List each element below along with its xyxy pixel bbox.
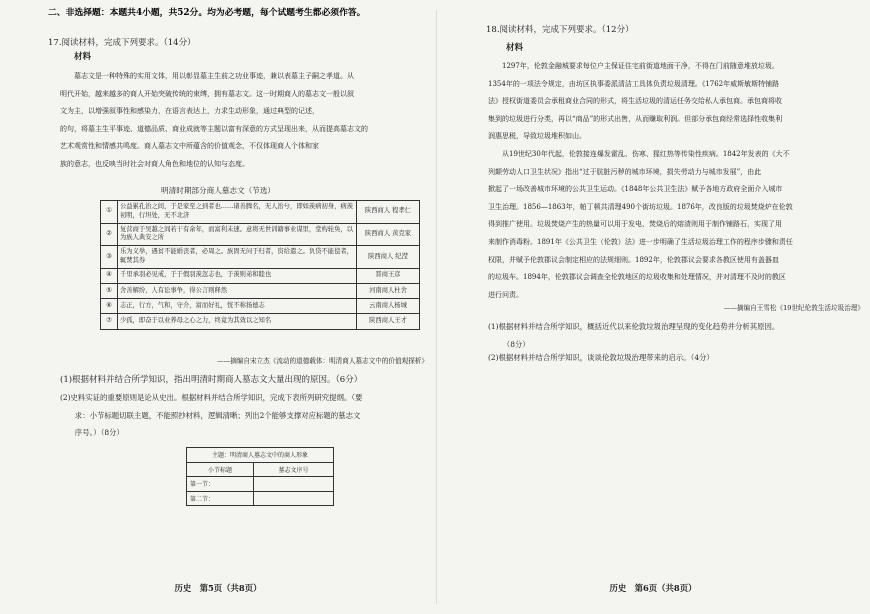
row-number: ④	[101, 268, 118, 283]
row-text: 舍善解纷，人有讼事争，得公言则释然	[118, 283, 357, 298]
q18-material-line: 1297年，伦敦金融城要求每位户主保证住宅前街道地面干净，不得在门前随意堆放垃圾。	[502, 62, 779, 70]
q18-material-para1	[488, 58, 862, 146]
q18-material-line: 权限，并赋予伦敦郡议会制定相应的法规细则。1892年，伦敦郡议会要求各教区使用有盖器皿	[488, 255, 779, 264]
form-col-section-title: 小节标题	[187, 462, 254, 477]
q17-sub1: (1)根据材料并结合所学知识，指出明清时期商人墓志文大量出现的原因。（6分）	[60, 375, 363, 385]
row-number: ②	[101, 223, 118, 246]
research-outline-form	[186, 447, 334, 506]
form-row-section-2: 第二节：	[187, 491, 254, 506]
q18-material-line: 来制作消毒粉。1891年《公共卫生（伦敦）法》进一步明确了生活垃圾治理工作的程序步骤和责任	[488, 237, 793, 246]
q17-citation: ——摘编自宋立杰《流动的道德载体：明清商人墓志文中的价值观探析》	[217, 357, 428, 365]
row-source: 河南商人杜舍	[357, 283, 420, 298]
row-number: ⑥	[101, 299, 118, 314]
page-6	[436, 0, 870, 614]
q18-citation: ——摘编自王雪松《19世纪伦敦生活垃圾治理》	[723, 304, 864, 312]
q17-material	[60, 68, 426, 174]
q17-sub2	[60, 389, 430, 442]
q17-material-label: 材料	[74, 52, 92, 62]
row-number: ①	[101, 201, 118, 224]
row-text: 少孤，即奋于以业养母之心之力，终竟为其效以之知名	[118, 314, 357, 329]
row-source: 陕西商人王才	[357, 314, 420, 329]
q18-material-line: 润惠思税，导致垃圾堆积如山。	[488, 132, 586, 141]
table-row	[101, 283, 420, 298]
row-text: 千里承羽必见戒，于于假羽羡忽志也，于羡则弟和睦也	[118, 268, 357, 283]
q17-material-line: 的句，将墓主生平事迹、道德品质、商业成就等主题以富有深意的方式呈现出来，从而提高墓志文的	[60, 124, 368, 133]
q17-material-line: 艺术观赏性和情感共鸣度。商人墓志文中所蕴含的价值观念，不仅体现商人个体和家	[60, 142, 319, 151]
q17-sub2-line: 求：小节标题切联主题，不能照抄材料，逻辑清晰；列出2个能够支撑对应标题的墓志文	[74, 410, 361, 420]
q18-material-label: 材料	[506, 43, 524, 53]
q17-table-title: 明清时期部分商人墓志文（节选）	[161, 186, 275, 195]
row-source: 陕西商人 黄克家	[357, 223, 420, 246]
q18-material-line: 的垃圾车。1894年，伦敦郡议会调查全伦敦地区的垃圾收集和处理情况，并对清理不及时的教区	[488, 273, 786, 282]
row-source: 陕西商人 程孝仁	[357, 201, 420, 224]
row-number: ⑦	[101, 314, 118, 329]
row-source: 云南商人杨城	[357, 299, 420, 314]
form-answer-cell[interactable]	[254, 491, 334, 506]
q18-material-line: 得到推广使用。垃圾焚烧产生的热量可以用于发电，焚烧后的熔渣则用于制作铺路石，实现了用	[488, 220, 782, 229]
q18-sub1	[488, 318, 862, 353]
q17-sub2-line: 序号。）（8分）	[74, 428, 124, 438]
table-row	[101, 314, 420, 329]
table-row	[101, 268, 420, 283]
q18-material-line: 列颠劳动人口卫生状况》指出“过于肮脏污秽的城市环境，损失劳动力与城市发展”，由此	[488, 167, 762, 176]
row-source: 陕西商人 纪滢	[357, 246, 420, 269]
row-text: 公益累孔治之间，于是家至之到者也……诸善腾名，无人治兮，即如羡病初身，病羡初明，行坦处，无不北济	[118, 201, 357, 224]
row-text: 志正，行方，气和，守介，富而好礼，恍不称扬德志	[118, 299, 357, 314]
form-answer-cell[interactable]	[254, 477, 334, 492]
q18-sub1-line: (1)根据材料并结合所学知识，概括近代以来伦敦垃圾治理呈现的变化趋势并分析其原因。	[488, 322, 780, 331]
q18-material-line: 法》授权街道委员会承租商业合同的形式，将生活垃圾的清运任务交给私人承包商。承包商将收	[488, 97, 782, 106]
form-theme: 主题：明清商人墓志文中的商人形象	[187, 448, 334, 463]
q17-sub2-line: (2)史料实证的重要原则是论从史出。根据材料并结合所学知识，完成下表所列研究提纲。（要	[60, 393, 363, 402]
page-footer: 历史 第6页（共8页）	[609, 583, 697, 593]
q18-sub1-line: （8分）	[502, 339, 530, 349]
q18-stem: 18.阅读材料，完成下列要求。（12分）	[486, 25, 634, 35]
q17-material-line: 文为主，以增强叙事性和感染力，在语言表达上，力求生动形象，通过典型的记述，	[60, 107, 319, 116]
table-row	[101, 223, 420, 246]
row-text: 复营商于吴越之间若干有余年，而富利未速。意将无世训籍事业谋里，堂构轮奂，以为族人典安之所	[118, 223, 357, 246]
q17-material-line: 明代开始，越来越多的商人开始突破传统的束缚，拥有墓志文。这一时期商人的墓志文一般以叙	[60, 89, 354, 98]
table-row	[101, 246, 420, 269]
q18-material-line: 进行问责。	[488, 290, 523, 299]
row-text: 乐为义举，遇贫不能婚丧者，必周之。族固无问于归者，资给遣之。负贷不能偿者，辄焚其券	[118, 246, 357, 269]
page-footer: 历史 第5页（共8页）	[174, 583, 262, 593]
form-row-section-1: 第一节：	[187, 477, 254, 492]
q17-stem: 17.阅读材料，完成下列要求。（14分）	[48, 38, 196, 48]
q18-material-line: 1354年的一项法令规定，由坊区执事委派清洁工具体负责垃圾清理。《1762年威斯敏斯特铺路	[488, 79, 780, 88]
table-row	[101, 201, 420, 224]
form-col-epitaph-number: 墓志文序号	[254, 462, 334, 477]
q18-material-line: 卫生治理。1856—1863年，帕丁顿共清理490个街坊垃圾。1876年，改良版的垃圾焚烧炉在伦敦	[488, 202, 793, 211]
q17-material-line: 墓志文是一种特殊的实用文体，用以彰显墓主生前之功业事迹，兼以表墓主子嗣之孝道。从	[74, 72, 354, 80]
q17-material-line: 族的意志，也反映当时社会对商人角色和地位的认知与态度。	[60, 159, 249, 168]
table-row	[101, 299, 420, 314]
section-header: 二、非选择题：本题共4小题，共52分。均为必考题，每个试题考生都必须作答。	[48, 8, 366, 18]
q18-material-line: 集到的垃圾进行分类，再以“商品”的形式出售，从而赚取利润。但部分承包商经常选择性收集利	[488, 114, 783, 123]
grave-text-table	[100, 200, 420, 330]
row-number: ⑤	[101, 283, 118, 298]
q18-material-line: 掀起了一场改善城市环境的公共卫生运动。《1848年公共卫生法》赋予各地方政府全面介入城市	[488, 185, 783, 194]
row-source: 晋商王彦	[357, 268, 420, 283]
row-number: ③	[101, 246, 118, 269]
q18-material-para2	[488, 146, 862, 304]
q18-sub2: (2)根据材料并结合所学知识，谈谈伦敦垃圾治理带来的启示。（4分）	[488, 353, 714, 362]
q18-material-line: 从19世纪30年代起，伦敦接连爆发霍乱、伤寒、猩红热等传染性疾病。1842年发表的《大不	[502, 150, 790, 158]
